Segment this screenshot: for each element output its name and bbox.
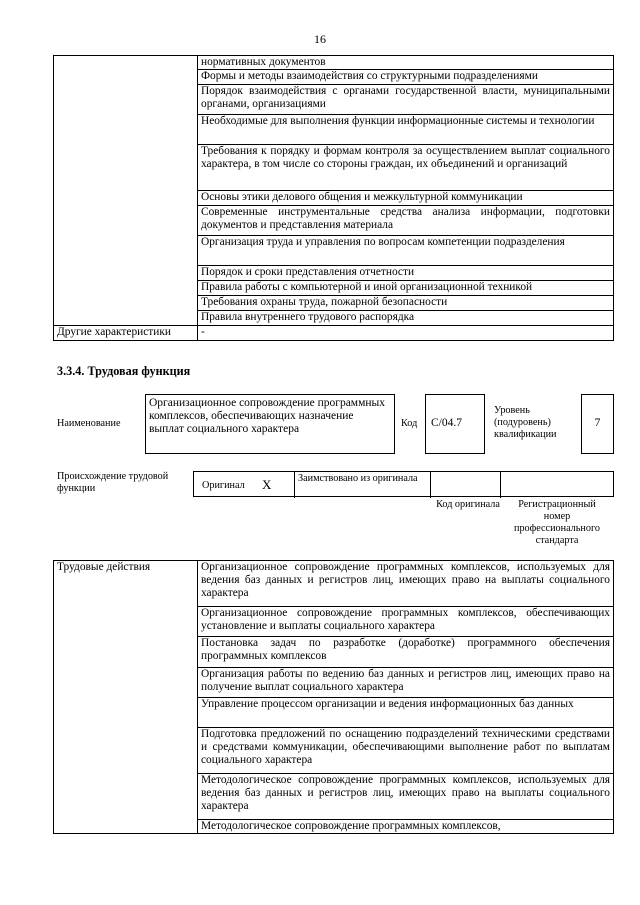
table-row: Методологическое сопровождение программных комплексов, <box>198 820 614 834</box>
table-row: Необходимые для выполнения функции информационные системы и технологии <box>198 115 614 145</box>
table-row: Постановка задач по разработке (доработке) программного обеспечения программных комплексов <box>198 637 614 668</box>
knowledge-table <box>53 55 614 341</box>
reg-number-label: Регистрационный номер профессионального стандарта <box>514 499 600 546</box>
table-row: Формы и методы взаимодействия со структурными подразделениями <box>198 70 614 85</box>
table-row: Управление процессом организации и ведения информационных баз данных <box>198 698 614 728</box>
table-row: Организация работы по ведению баз данных и регистров лиц, имеющих право на получение выплат социального характера <box>198 668 614 698</box>
origin-label: Происхождение трудовой функции <box>57 471 169 494</box>
page-number: 16 <box>314 32 326 46</box>
borrowed-label: Заимствовано из оригинала <box>298 473 418 484</box>
table-row: Методологическое сопровождение программных комплексов, используемых для ведения баз данных и регистров лиц, имеющих право на выплаты социального характера <box>198 774 614 820</box>
origin-box <box>193 471 614 497</box>
table-row: Подготовка предложений по оснащению подразделений техническими средствами и средствами коммуникации, обеспечивающими выполнение работ по выплатам социального характера <box>198 728 614 774</box>
divider <box>430 472 431 498</box>
name-value: Организационное сопровождение программных комплексов, обеспечивающих назначение выплат социального характера <box>145 394 395 454</box>
code-value: C/04.7 <box>425 394 485 454</box>
table-row: Требования к порядку и формам контроля за осуществлением выплат социального характера, в том числе со стороны граждан, их объединений и организаций <box>198 145 614 191</box>
other-characteristics-label: Другие характеристики <box>54 326 198 341</box>
original-mark: X <box>262 477 272 492</box>
table-row: Порядок взаимодействия с органами государственной власти, муниципальными органами, организациями <box>198 85 614 115</box>
code-original-label: Код оригинала <box>436 499 500 510</box>
other-characteristics-value: - <box>198 326 614 341</box>
original-label: Оригинал <box>202 480 245 491</box>
table-row: Правила внутреннего трудового распорядка <box>198 311 614 326</box>
knowledge-table-left-cell <box>54 56 198 326</box>
table-row: Организация труда и управления по вопросам компетенции подразделения <box>198 236 614 266</box>
divider <box>294 472 295 498</box>
level-label: Уровень (подуровень) квалификации <box>494 405 557 440</box>
code-label: Код <box>401 418 418 429</box>
labor-actions-table <box>53 560 614 834</box>
labor-actions-label: Трудовые действия <box>54 561 198 834</box>
name-label: Наименование <box>57 418 121 429</box>
divider <box>500 472 501 498</box>
table-row: Порядок и сроки представления отчетности <box>198 266 614 281</box>
table-row: Основы этики делового общения и межкультурной коммуникации <box>198 191 614 206</box>
table-row: Современные инструментальные средства анализа информации, подготовки документов и представления материала <box>198 206 614 236</box>
table-row: Организационное сопровождение программных комплексов, используемых для ведения баз данных и регистров лиц, имеющих право на выплаты социального характера <box>198 561 614 607</box>
table-row: Организационное сопровождение программных комплексов, обеспечивающих установление и выплаты социального характера <box>198 607 614 637</box>
section-heading: 3.3.4. Трудовая функция <box>57 364 191 378</box>
level-value: 7 <box>581 394 614 454</box>
table-row: Требования охраны труда, пожарной безопасности <box>198 296 614 311</box>
table-row: нормативных документов <box>198 56 614 70</box>
table-row: Правила работы с компьютерной и иной организационной техникой <box>198 281 614 296</box>
